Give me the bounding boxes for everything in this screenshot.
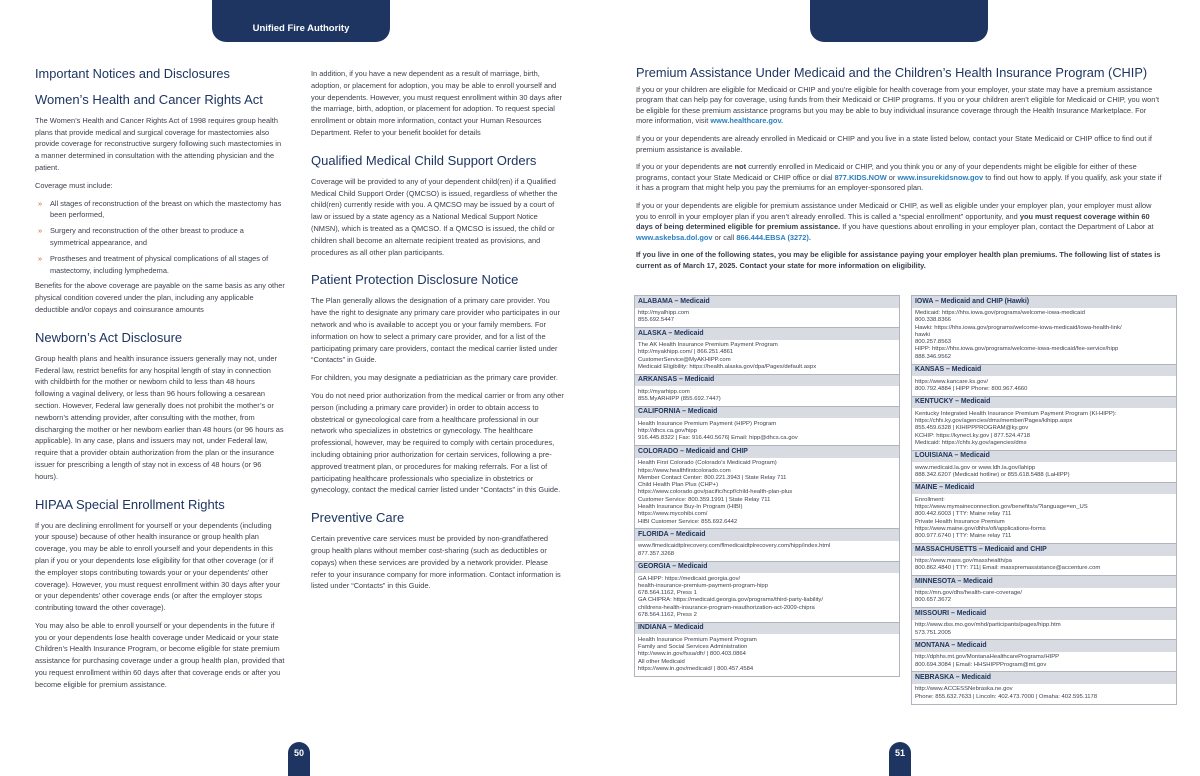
- patient-protection-heading: Patient Protection Disclosure Notice: [311, 272, 519, 288]
- special-enrollment-paragraph: In addition, if you have a new dependent as a result of marriage, birth, adoption, or placement for adoption, you may be able to enroll yourself and your dependents. However, you must request enrollment within 30 days after the marriage, birth, adoption, or placement for adoption. To request special enrollment or obtain more information, contact your Human Resources Department. Refer to your benefit booklet for details: [311, 69, 563, 137]
- state-info: Health Insurance Premium Payment Program Family and Social Services Administration http://www.in.gov/fssa/dfr/ | 800.403.0864 All other Medicaid https://www.in.gov/medicaid/ | 800.457.4584: [638, 636, 757, 672]
- list-item: » Prostheses and treatment of physical complications of all stages of mastectomy, including lymphedema.: [35, 253, 285, 277]
- state-info: Kentucky Integrated Health Insurance Premium Payment Program (KI-HIPP): https://chfs.ky.gov/agencies/dms/member/Pages/kihipp.aspx 855.459.6328 | KIHIPPPROGRAM@ky.gov KCHIP: https://kynect.ky.gov | 877.524.4718 Medicaid: https://chfs.ky.gov/agencies/dms: [915, 410, 1117, 446]
- state-info: https://www.mass.gov/masshealth/pa 800.862.4840 | TTY: 711| Email: masspremassistance@accenture.com: [915, 558, 1101, 572]
- chip-paragraph-1: If you or your children are eligible for Medicaid or CHIP and you’re eligible for health coverage from your employer, your state may have a premium assistance program that can help pay for coverage, using funds from their Medicaid or CHIP programs. If you or your children aren’t eligible for Medicaid or CHIP, you won’t be eligible for these premium assistance programs but you may be able to buy individual insurance coverage through the Health Insurance Marketplace. For more information, visit www.healthcare.gov.: [636, 84, 1160, 126]
- womens-health-heading: Women’s Health and Cancer Rights Act: [35, 91, 263, 107]
- qmcso-paragraph: Coverage will be provided to any of your dependent child(ren) if a Qualified Medical Child Support Order (QMCSO) is issued, regardless of whether the child(ren) currently reside with you. A QMCSO may be issued by a court of law or issued by a state agency as a National Medical Support Notice (NMSN), which is treated as a QMCSO. If a QMCSO is issued, the child or children shall become an alternate recipient treated as provisions, and procedures as all other plan participants.: [311, 176, 558, 257]
- state-heading: ARKANSAS – Medicaid: [635, 374, 899, 387]
- chip-title: Premium Assistance Under Medicaid and the Children’s Health Insurance Program (CHIP): [636, 65, 1148, 80]
- state-info: http://dphhs.mt.gov/MontanaHealthcarePrograms/HIPP 800.694.3084 | Email: HHSHIPPProgram@mt.gov: [915, 654, 1060, 668]
- state-heading: COLORADO – Medicaid and CHIP: [635, 445, 899, 458]
- state-heading: ALASKA – Medicaid: [635, 327, 899, 340]
- state-info: https://mn.gov/dhs/health-care-coverage/ 800.657.3672: [915, 590, 1023, 604]
- state-heading: LOUISIANA – Medicaid: [912, 450, 1176, 463]
- state-info: www.medicaid.la.gov or www.ldh.la.gov/lahipp 888.342.6207 (Medicaid hotline) or 855.618.5488 (LaHIPP): [915, 464, 1070, 478]
- list-item: » Surgery and reconstruction of the other breast to produce a symmetrical appearance, and: [35, 225, 285, 249]
- preventive-care-heading: Preventive Care: [311, 510, 405, 526]
- state-heading: MASSACHUSETTS – Medicaid and CHIP: [912, 543, 1176, 556]
- state-heading: MISSOURI – Medicaid: [912, 607, 1176, 620]
- state-info: https://www.kancare.ks.gov/ 800.792.4884 | HIPP Phone: 800.967.4660: [915, 378, 1028, 392]
- healthcare-gov-link[interactable]: www.healthcare.gov.: [710, 116, 784, 126]
- state-info: Medicaid: https://hhs.iowa.gov/programs/welcome-iowa-medicaid 800.338.8366 Hawki: https://hhs.iowa.gov/programs/welcome-iowa-medicaid/iowa-health-link/ hawki 800.257.8563 HIPP: https://hhs.iowa.gov/programs/welcome-iowa-medicaid/fee-service/hipp 888.346.9562: [915, 310, 1122, 360]
- state-info: Health First Colorado (Colorado’s Medicaid Program) https://www.healthfirstcolorado.com Member Contact Center: 800.221.3943 | State Relay 711 Child Health Plan Plus (CHP+) https://www.colorado.gov/pacific/hcpf/child-health-plan-plus Customer Service: 800.359.1991 | State Relay 711 Health Insurance Buy-In Program (HIBI) https://www.mycohibi.com/ HIBI Customer Service: 855.692.6442: [638, 460, 793, 525]
- preventive-care-paragraph: Certain preventive care services must be provided by non-grandfathered group health plans without member cost-sharing (such as deductibles or copays) when these services are provided by a network provider. Please refer to your insurance company for more information. Contact information is listed under “Contacts” in this Guide.: [311, 534, 561, 591]
- page50-column-1: [35, 68, 285, 697]
- state-info: http://www.ACCESSNebraska.ne.gov Phone: 855.632.7633 | Lincoln: 402.473.7000 | Omaha: 402.595.1178: [915, 686, 1098, 700]
- askebsa-link[interactable]: www.askebsa.dol.gov: [636, 232, 713, 242]
- hipaa-paragraph-1: If you are declining enrollment for yourself or your dependents (including your spouse) because of other health insurance or group health plan coverage, you may be able to enroll yourself and your dependents in this plan if you or your dependents lose eligibility for that other coverage (or if the employer stops contributing towards your or your dependents’ other coverage). However, you must request enrollment within 30 days after your or your dependents’ other coverage ends (or after the employer stops contributing toward the other coverage).: [35, 520, 281, 613]
- page-title: Important Notices and Disclosures: [35, 66, 230, 81]
- page-number-left: 50: [288, 742, 310, 776]
- state-heading: FLORIDA – Medicaid: [635, 528, 899, 541]
- state-info: http://myalhipp.com 855.692.5447: [638, 310, 690, 324]
- state-info: The AK Health Insurance Premium Payment Program http://myakhipp.com/ | 866.251.4861 CustomerService@MyAKHIPP.com Medicaid Eligibility: https://health.alaska.gov/dpa/Pages/default.aspx: [638, 342, 817, 370]
- state-info: www.flmedicaidtplrecovery.com/flmedicaidtplrecovery.com/hipp/index.html 877.357.3268: [638, 543, 831, 557]
- state-heading: GEORGIA – Medicaid: [635, 561, 899, 574]
- benefits-paragraph: Benefits for the above coverage are payable on the same basis as any other physical condition covered under the plan, including any applicable deductible and/or copays and coinsurance amounts: [35, 281, 285, 314]
- chip-paragraph-2: If you or your dependents are already enrolled in Medicaid or CHIP and you live in a state listed below, contact your State Medicaid or CHIP office to find out if premium assistance is available.: [636, 133, 1152, 154]
- chip-paragraph-3: If you or your dependents are not currently enrolled in Medicaid or CHIP, and you think you or any of your dependents might be eligible for either of these programs, contact your State Medicaid or CHIP office or dial 877.KIDS.NOW or www.insurekidsnow.gov to find out how to apply. If you qualify, ask your state if it has a program that might help you pay the premiums for an employer-sponsored plan.: [636, 162, 1162, 193]
- state-info: Enrollment: https://www.mymaineconnection.gov/benefits/s/?language=en_US 800.442.6003 | TTY: Maine relay 711 Private Health Insurance Premium https://www.maine.gov/dhhs/ofi/applications-forms 800.977.6740 | TTY: Maine relay 711: [915, 496, 1088, 540]
- state-heading: KENTUCKY – Medicaid: [912, 396, 1176, 409]
- coverage-list: [35, 198, 285, 277]
- qmcso-heading: Qualified Medical Child Support Orders: [311, 152, 537, 168]
- state-info: http://www.dss.mo.gov/mhd/participants/pages/hipp.htm 573.751.2005: [915, 622, 1061, 636]
- ebsa-phone-link[interactable]: 866.444.EBSA (3272).: [736, 232, 811, 242]
- state-info: GA HIPP: https://medicaid.georgia.gov/ health-insurance-premium-payment-program-hipp 678.564.1162, Press 1 GA CHIPRA: https://medicaid.georgia.gov/programs/third-party-liability/ childrens-health-insurance-program-reauthorization-act-2009-chipra 678.564.1162, Press 2: [638, 575, 823, 619]
- womens-health-paragraph: The Women’s Health and Cancer Rights Act of 1998 requires group health plans that provide medical and surgical coverage for mastectomies also provide coverage for reconstructive surgery following such mastectomies in a manner determined in consultation with the attending physician and the patient.: [35, 115, 282, 172]
- page51-content: [636, 65, 1164, 279]
- page-number-right: 51: [889, 742, 911, 776]
- state-heading: NEBRASKA – Medicaid: [912, 671, 1176, 684]
- state-heading: KANSAS – Medicaid: [912, 364, 1176, 377]
- newborns-act-paragraph: Group health plans and health insurance issuers generally may not, under Federal law, restrict benefits for any hospital length of stay in connection with childbirth for the mother or newborn child to less than 48 hours following a vaginal delivery, or less than 96 hours following a cesarean section. However, Federal law generally does not prohibit the mother’s or newborn’s attending provider, after consulting with the mother, from discharging the mother or her newborn earlier than 48 hours (or 96 hours as applicable). In any case, plans and issuers may not, under Federal law, require that a provider obtain authorization from the plan or the insurance issuer for prescribing a length of stay not in excess of 48 hours (or 96 hours).: [35, 353, 284, 481]
- newborns-act-heading: Newborn’s Act Disclosure: [35, 329, 183, 345]
- state-heading: MAINE – Medicaid: [912, 482, 1176, 495]
- patient-protection-paragraph-3: You do not need prior authorization from the medical carrier or from any other person (including a primary care provider) in order to obtain access to obstetrical or gynecological care from a healthcare professional in our network who specializes in obstetrics or gynecology. The healthcare professional, however, may be required to comply with certain procedures, including obtaining prior authorization for certain services, following a pre-approved treatment plan, or procedures for making referrals. For a list of participating healthcare professionals who specialize in obstetrics or gynecology, contact the medical carrier listed under “Contacts” in this Guide.: [311, 390, 564, 495]
- patient-protection-paragraph-2: For children, you may designate a pediatrician as the primary care provider.: [311, 373, 558, 383]
- state-heading: MONTANA – Medicaid: [912, 639, 1176, 652]
- chip-paragraph-4: If you or your dependents are eligible for premium assistance under Medicaid or CHIP, as well as eligible under your employer plan, your employer must allow you to enroll in your employer plan if you aren’t already enrolled. This is called a “special enrollment” opportunity, and you must request coverage within 60 days of being determined eligible for premium assistance. If you have questions about enrolling in your employer plan, contact the Department of Labor at www.askebsa.dol.gov or call 866.444.EBSA (3272).: [636, 200, 1154, 242]
- chip-states-intro: If you live in one of the following states, you may be eligible for assistance paying your employer health plan premiums. The following list of states is current as of March 17, 2025. Contact your state for more information on eligibility.: [636, 250, 1161, 270]
- state-info: http://myarhipp.com 855.MyARHIPP (855.692.7447): [638, 388, 721, 403]
- states-table-right: [911, 295, 1177, 705]
- header-tab-right: [810, 0, 988, 42]
- state-heading: INDIANA – Medicaid: [635, 622, 899, 635]
- page50-column-2: [311, 68, 565, 598]
- hipaa-paragraph-2: You may also be able to enroll yourself or your dependents in the future if you or your dependents lose health coverage under Medicaid or your state Children’s Health Insurance Program, or become eligible for state premium assistance for purchasing coverage under a group health plan, provided that you request enrollment within 60 days after that coverage ends or after you become eligible for premium assistance.: [35, 620, 285, 689]
- header-tab-left: [212, 0, 390, 42]
- state-heading: MINNESOTA – Medicaid: [912, 575, 1176, 588]
- state-heading: ALABAMA – Medicaid: [635, 296, 899, 308]
- coverage-intro: Coverage must include:: [35, 180, 113, 190]
- kids-now-phone-link[interactable]: 877.KIDS.NOW: [834, 172, 887, 182]
- state-heading: CALIFORNIA – Medicaid: [635, 406, 899, 419]
- org-title: Unified Fire Authority: [252, 23, 350, 34]
- insurekidsnow-link[interactable]: www.insurekidsnow.gov: [897, 172, 984, 182]
- hipaa-heading: HIPAA Special Enrollment Rights: [35, 496, 225, 512]
- state-heading: IOWA – Medicaid and CHIP (Hawki): [912, 296, 1176, 308]
- patient-protection-paragraph-1: The Plan generally allows the designation of a primary care provider. You have the right to designate any primary care provider who participates in our network and who is available to accept you or your family members. For information on how to select a primary care provider, and for a list of the participating primary care providers, contact the medical carrier listed under “Contacts” in Guide.: [311, 296, 560, 365]
- states-table-left: [634, 295, 900, 677]
- list-item: » All stages of reconstruction of the breast on which the mastectomy has been performed,: [35, 198, 285, 222]
- state-info: Health Insurance Premium Payment (HIPP) Program http://dhcs.ca.gov/hipp 916.445.8322 | Fax: 916.440.5676| Email: hipp@dhcs.ca.gov: [638, 420, 798, 442]
